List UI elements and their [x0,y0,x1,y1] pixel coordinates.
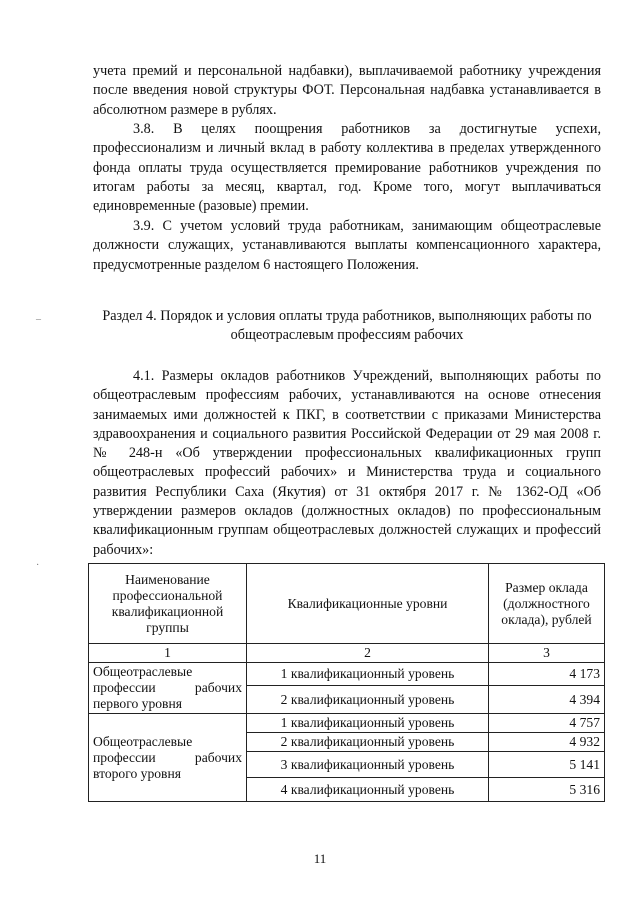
salary-cell: 4 932 [489,733,605,752]
column-number: 1 [89,644,247,663]
scan-margin-mark: · [36,560,40,571]
table-numbering-row [89,644,605,663]
salary-cell: 4 173 [489,663,605,686]
group-2-name: Общеотраслевые профессии рабочих второго уровня [89,714,247,802]
page-number: 11 [313,851,327,866]
header-group: Наименование профессиональной квалификационной группы [89,564,247,644]
scan-margin-mark: – [36,314,41,325]
paragraph-3-7-continuation: учета премий и персональной надбавки), выплачиваемой работнику учреждения после введения новой структуры ФОТ. Персональная надбавка устанавливается в абсолютном размере в рублях. [93,63,601,118]
salary-cell: 4 757 [489,714,605,733]
level-cell: 1 квалификационный уровень [247,714,489,733]
level-cell: 3 квалификационный уровень [247,752,489,778]
section-4-heading: Раздел 4. Порядок и условия оплаты труда работников, выполняющих работы по общеотраслевым профессиям рабочих [102,308,592,344]
table-header-row [89,564,605,644]
paragraph-3-8: 3.8. В целях поощрения работников за достигнутые успехи, профессионализм и личный вклад в работу коллектива в пределах утвержденного фонда оплаты труда осуществляется премирование работников учреждения по итогам работы за месяц, квартал, год. Кроме того, могут выплачиваться единовременные (разовые) премии. [93,121,601,215]
header-salary: Размер оклада (должностного оклада), рублей [489,564,605,644]
level-cell: 2 квалификационный уровень [247,733,489,752]
level-cell: 4 квалификационный уровень [247,778,489,802]
column-number: 2 [247,644,489,663]
level-cell: 1 квалификационный уровень [247,663,489,686]
header-levels: Квалификационные уровни [247,564,489,644]
table-row [89,714,605,733]
column-number: 3 [489,644,605,663]
paragraph-4-1: 4.1. Размеры окладов работников Учреждений, выполняющих работы по общеотраслевым профессиям рабочих, устанавливаются на основе отнесения занимаемых ими должностей к ПКГ, в соответствии с приказами Министерства здравоохранения и социального развития Российской Федерации от 29 мая 2008 г. № 248-н «Об утверждении профессиональных квалификационных групп общеотраслевых профессий рабочих» и Министерства труда и социального развития Республики Саха (Якутия) от 31 октября 2017 г. № 1362-ОД «Об утверждении размеров окладов (должностных окладов) по профессиональным квалификационным группам общеотраслевых должностей служащих и профессий рабочих»: [93,368,601,558]
paragraph-3-9: 3.9. С учетом условий труда работникам, занимающим общеотраслевые должности служащих, устанавливаются выплаты компенсационного характера, предусмотренные разделом 6 настоящего Положения. [93,218,601,273]
salary-cell: 4 394 [489,686,605,714]
salary-cell: 5 316 [489,778,605,802]
salary-table [88,563,605,802]
table-row [89,663,605,686]
salary-cell: 5 141 [489,752,605,778]
level-cell: 2 квалификационный уровень [247,686,489,714]
group-1-name: Общеотраслевые профессии рабочих первого уровня [89,663,247,714]
